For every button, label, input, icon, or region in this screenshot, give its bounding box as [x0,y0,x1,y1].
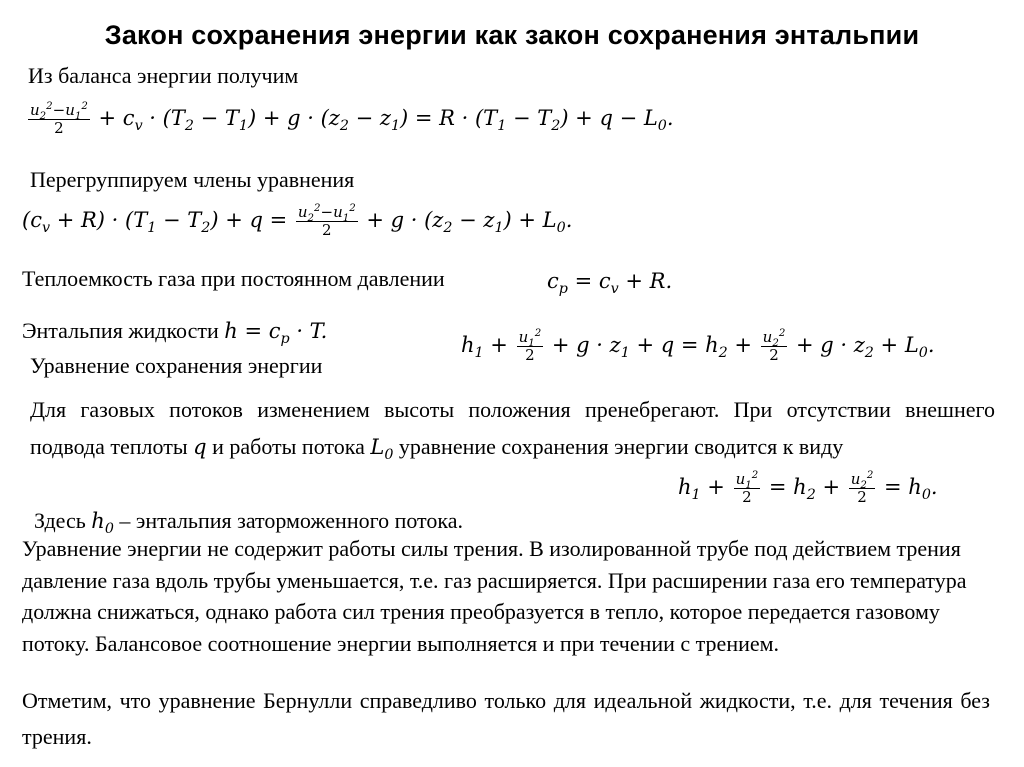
intro-text: Из баланса энергии получим [28,63,299,88]
paragraph-bernoulli: Отметим, что уравнение Бернулли справедливо только для идеальной жидкости, т.е. для течения без трения. [22,688,990,749]
symbol-h0: $h_0$ [91,509,114,538]
paragraph-friction: Уравнение энергии не содержит работы силы трения. В изолированной трубе под действием трения давление газа вдоль трубы уменьшается, т.е. газ расширяется. При расширении газа его температура должна снижаться, однако работа сил трения преобразуется в тепло, которое передается газовому потоку. Балансовое соотношение энергии выполняется и при течении с трением. [22,536,967,656]
symbol-q: q [193,435,207,459]
here-suffix: – энтальпия заторможенного потока. [119,508,464,533]
equation-regrouped: $(c_v + R) \cdot (T_1 - T_2) + q$ = $\frac{u_2^2-u_1^2}{2}$ + $g \cdot (z_2 - z_1) + L_0$. [22,203,573,239]
equation-energy-balance: $\frac{u_2^2-u_1^2}{2}$ + $c_v \cdot (T_2 - T_1) + g \cdot (z_2 - z_1) = R \cdot (T_1 - T_2) + q - L_0$. [30,101,674,137]
equation-heat-capacity: $c_p = c_v + R$. [547,269,673,298]
paragraph-gas-part2: и работы потока [212,434,365,459]
equation-conservation: $h_1$ + $\frac{u_1^2}{2}$ + $g \cdot z_1 + q = h_2$ + $\frac{u_2^2}{2}$ + $g \cdot z_2 + L_0$. [461,328,935,364]
page-title: Закон сохранения энергии как закон сохранения энтальпии [104,20,920,50]
here-prefix: Здесь [34,508,86,533]
paragraph-gas-part3: уравнение сохранения энергии сводится к виду [398,434,844,459]
equation-stagnation: $h_1$ + $\frac{u_1^2}{2}$ = $h_2$ + $\frac{u_2^2}{2}$ = $h_0$. [678,470,938,506]
paragraph-gas-part1: Для газовых потоков изменением высоты положения пренебрегают. При отсутствии внешнего подвода теплоты [30,397,995,459]
paragraph-gas-flows [30,391,995,466]
equation-enthalpy: $h = c_p \cdot T$. [224,319,328,348]
stagnation-note [34,508,464,538]
enthalpy-line [22,318,328,348]
enthalpy-text: Энтальпия жидкости [22,318,219,343]
symbol-l0: $L_0$ [370,435,394,464]
conservation-text: Уравнение сохранения энергии [30,353,323,378]
regroup-text: Перегруппируем члены уравнения [30,167,355,192]
heat-capacity-text: Теплоемкость газа при постоянном давлении [22,266,445,291]
